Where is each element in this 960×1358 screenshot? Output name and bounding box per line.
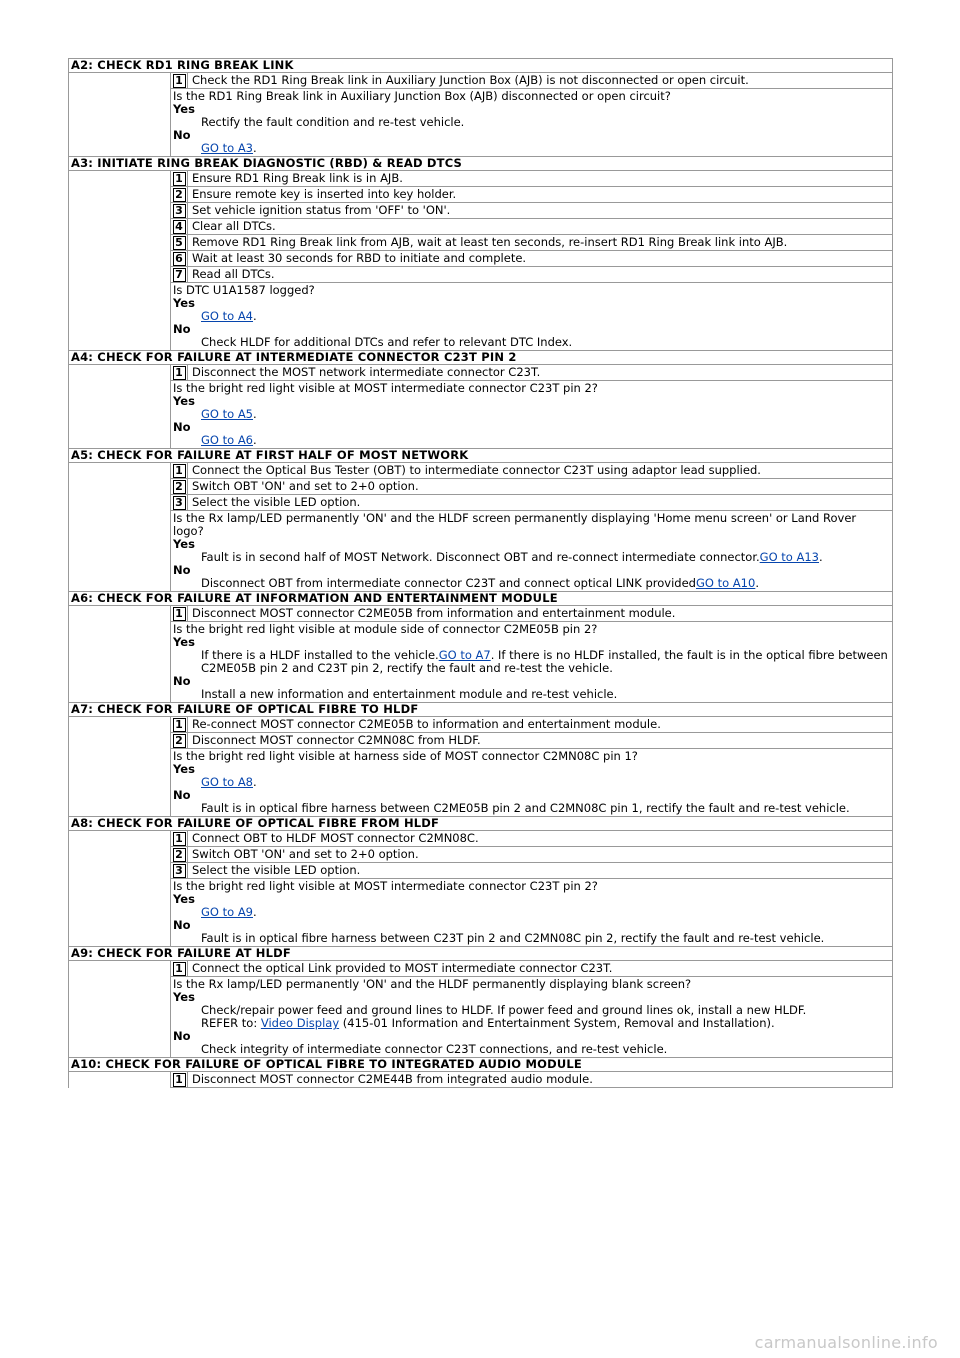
section-title: A10: CHECK FOR FAILURE OF OPTICAL FIBRE TO INTEGRATED AUDIO MODULE bbox=[69, 1058, 893, 1072]
no-answer bbox=[173, 688, 890, 701]
question-text: Is the bright red light visible at MOST intermediate connector C23T pin 2? bbox=[173, 879, 598, 893]
no-label: No bbox=[173, 674, 191, 688]
no-label: No bbox=[173, 788, 191, 802]
yes-label: Yes bbox=[173, 990, 195, 1004]
no-answer bbox=[173, 802, 890, 815]
step-number-cell bbox=[171, 717, 188, 733]
blank-cell bbox=[69, 495, 171, 511]
yes-answer bbox=[173, 906, 890, 919]
goto-link[interactable]: GO to A9 bbox=[201, 905, 254, 919]
step-text: Remove RD1 Ring Break link from AJB, wait at least ten seconds, re-insert RD1 Ring Break link into AJB. bbox=[188, 235, 893, 251]
blank-cell bbox=[69, 622, 171, 703]
answer-text: . bbox=[253, 309, 257, 323]
step-row bbox=[69, 831, 893, 847]
blank-cell bbox=[69, 365, 171, 381]
section-header-row bbox=[69, 157, 893, 171]
step-number-cell bbox=[171, 267, 188, 283]
step-text: Disconnect MOST connector C2MN08C from HLDF. bbox=[188, 733, 893, 749]
blank-cell bbox=[69, 235, 171, 251]
question-text: Is DTC U1A1587 logged? bbox=[173, 283, 315, 297]
footer-watermark: carmanualsonline.info bbox=[754, 1333, 938, 1352]
answer-text: Install a new information and entertainment module and re-test vehicle. bbox=[201, 687, 618, 701]
yes-label: Yes bbox=[173, 537, 195, 551]
no-label: No bbox=[173, 322, 191, 336]
question-text: Is the Rx lamp/LED permanently 'ON' and the HLDF permanently displaying blank screen? bbox=[173, 977, 692, 991]
step-number-cell bbox=[171, 733, 188, 749]
question-cell bbox=[171, 879, 893, 947]
step-row bbox=[69, 219, 893, 235]
section-header-row bbox=[69, 817, 893, 831]
question-text: Is the bright red light visible at harness side of MOST connector C2MN08C pin 1? bbox=[173, 749, 638, 763]
no-label: No bbox=[173, 420, 191, 434]
answer-text: . bbox=[253, 905, 257, 919]
goto-link[interactable]: GO to A10 bbox=[695, 576, 756, 590]
step-number-cell bbox=[171, 187, 188, 203]
step-number-cell bbox=[171, 831, 188, 847]
question-text: Is the bright red light visible at MOST intermediate connector C23T pin 2? bbox=[173, 381, 598, 395]
step-row bbox=[69, 1072, 893, 1088]
step-number-cell bbox=[171, 961, 188, 977]
answer-text: Rectify the fault condition and re-test vehicle. bbox=[201, 115, 465, 129]
section-title: A9: CHECK FOR FAILURE AT HLDF bbox=[69, 947, 893, 961]
blank-cell bbox=[69, 203, 171, 219]
step-text: Disconnect the MOST network intermediate connector C23T. bbox=[188, 365, 893, 381]
step-row bbox=[69, 863, 893, 879]
answer-text: If there is a HLDF installed to the vehicle. bbox=[201, 648, 439, 662]
answer-text: . bbox=[819, 550, 823, 564]
section-header-row bbox=[69, 1058, 893, 1072]
yes-label: Yes bbox=[173, 394, 195, 408]
step-number-badge: 6 bbox=[173, 252, 186, 266]
step-text: Connect the Optical Bus Tester (OBT) to intermediate connector C23T using adaptor lead supplied. bbox=[188, 463, 893, 479]
answer-text: Fault is in second half of MOST Network. Disconnect OBT and re-connect intermediate connector. bbox=[201, 550, 760, 564]
blank-cell bbox=[69, 606, 171, 622]
step-number-cell bbox=[171, 251, 188, 267]
step-number-badge: 7 bbox=[173, 268, 186, 282]
yes-label: Yes bbox=[173, 635, 195, 649]
goto-link[interactable]: GO to A8 bbox=[201, 775, 254, 789]
step-number-cell bbox=[171, 463, 188, 479]
question-cell bbox=[171, 381, 893, 449]
step-number-cell bbox=[171, 1072, 188, 1088]
step-number-badge: 2 bbox=[173, 734, 186, 748]
section-title: A8: CHECK FOR FAILURE OF OPTICAL FIBRE FROM HLDF bbox=[69, 817, 893, 831]
answer-text: . bbox=[253, 407, 257, 421]
step-row bbox=[69, 606, 893, 622]
step-row bbox=[69, 961, 893, 977]
blank-cell bbox=[69, 733, 171, 749]
section-header-row bbox=[69, 59, 893, 73]
question-cell bbox=[171, 283, 893, 351]
question-row bbox=[69, 749, 893, 817]
step-text: Ensure RD1 Ring Break link is in AJB. bbox=[188, 171, 893, 187]
blank-cell bbox=[69, 463, 171, 479]
step-number-cell bbox=[171, 606, 188, 622]
blank-cell bbox=[69, 283, 171, 351]
question-cell bbox=[171, 622, 893, 703]
step-number-badge: 1 bbox=[173, 74, 186, 88]
goto-link[interactable]: GO to A4 bbox=[201, 309, 254, 323]
step-number-cell bbox=[171, 847, 188, 863]
yes-label: Yes bbox=[173, 892, 195, 906]
blank-cell bbox=[69, 89, 171, 157]
blank-cell bbox=[69, 1072, 171, 1088]
procedure-document bbox=[68, 58, 893, 1088]
question-row bbox=[69, 381, 893, 449]
yes-label: Yes bbox=[173, 762, 195, 776]
answer-text: (415-01 Information and Entertainment System, Removal and Installation). bbox=[339, 1016, 775, 1030]
blank-cell bbox=[69, 479, 171, 495]
step-number-badge: 1 bbox=[173, 1073, 186, 1087]
step-row bbox=[69, 267, 893, 283]
step-text: Wait at least 30 seconds for RBD to initiate and complete. bbox=[188, 251, 893, 267]
yes-answer bbox=[173, 1004, 890, 1030]
no-answer bbox=[173, 577, 890, 590]
step-number-cell bbox=[171, 73, 188, 89]
blank-cell bbox=[69, 749, 171, 817]
step-number-badge: 1 bbox=[173, 607, 186, 621]
section-title: A4: CHECK FOR FAILURE AT INTERMEDIATE CONNECTOR C23T PIN 2 bbox=[69, 351, 893, 365]
blank-cell bbox=[69, 381, 171, 449]
question-text: Is the Rx lamp/LED permanently 'ON' and the HLDF screen permanently displaying 'Home menu screen' or Land Rover logo? bbox=[173, 511, 857, 538]
yes-answer bbox=[173, 776, 890, 789]
step-number-badge: 2 bbox=[173, 188, 186, 202]
step-text: Read all DTCs. bbox=[188, 267, 893, 283]
step-row bbox=[69, 495, 893, 511]
blank-cell bbox=[69, 961, 171, 977]
question-row bbox=[69, 89, 893, 157]
step-number-badge: 1 bbox=[173, 464, 186, 478]
step-number-cell bbox=[171, 365, 188, 381]
step-text: Clear all DTCs. bbox=[188, 219, 893, 235]
question-row bbox=[69, 622, 893, 703]
answer-text: Check HLDF for additional DTCs and refer to relevant DTC Index. bbox=[201, 335, 573, 349]
answer-text: Check/repair power feed and ground lines to HLDF. If power feed and ground lines ok, install a new HLDF. bbox=[201, 1003, 807, 1017]
answer-text: . bbox=[253, 775, 257, 789]
goto-link[interactable]: GO to A6 bbox=[201, 433, 254, 447]
goto-link[interactable]: Video Display bbox=[260, 1016, 340, 1030]
step-row bbox=[69, 717, 893, 733]
question-cell bbox=[171, 977, 893, 1058]
step-number-badge: 3 bbox=[173, 204, 186, 218]
no-answer bbox=[173, 932, 890, 945]
yes-answer bbox=[173, 649, 890, 675]
diagnostic-table bbox=[68, 58, 893, 1088]
blank-cell bbox=[69, 847, 171, 863]
yes-answer bbox=[173, 310, 890, 323]
yes-label: Yes bbox=[173, 102, 195, 116]
answer-text: Disconnect OBT from intermediate connector C23T and connect optical LINK provided bbox=[201, 576, 696, 590]
step-row bbox=[69, 479, 893, 495]
answer-text: REFER to: bbox=[201, 1016, 261, 1030]
step-number-badge: 1 bbox=[173, 718, 186, 732]
step-text: Select the visible LED option. bbox=[188, 495, 893, 511]
section-title: A6: CHECK FOR FAILURE AT INFORMATION AND ENTERTAINMENT MODULE bbox=[69, 592, 893, 606]
blank-cell bbox=[69, 879, 171, 947]
blank-cell bbox=[69, 863, 171, 879]
step-row bbox=[69, 187, 893, 203]
question-cell bbox=[171, 511, 893, 592]
question-row bbox=[69, 511, 893, 592]
step-number-cell bbox=[171, 863, 188, 879]
step-number-badge: 3 bbox=[173, 496, 186, 510]
step-number-cell bbox=[171, 203, 188, 219]
no-label: No bbox=[173, 128, 191, 142]
step-text: Connect the optical Link provided to MOST intermediate connector C23T. bbox=[188, 961, 893, 977]
step-text: Switch OBT 'ON' and set to 2+0 option. bbox=[188, 479, 893, 495]
step-row bbox=[69, 733, 893, 749]
step-text: Re-connect MOST connector C2ME05B to information and entertainment module. bbox=[188, 717, 893, 733]
no-label: No bbox=[173, 918, 191, 932]
section-title: A3: INITIATE RING BREAK DIAGNOSTIC (RBD) & READ DTCS bbox=[69, 157, 893, 171]
section-title: A2: CHECK RD1 RING BREAK LINK bbox=[69, 59, 893, 73]
blank-cell bbox=[69, 267, 171, 283]
step-number-cell bbox=[171, 479, 188, 495]
blank-cell bbox=[69, 831, 171, 847]
step-number-badge: 1 bbox=[173, 962, 186, 976]
yes-answer bbox=[173, 551, 890, 564]
answer-text: Fault is in optical fibre harness between C2ME05B pin 2 and C2MN08C pin 1, rectify the fault and re-test vehicle. bbox=[201, 801, 850, 815]
step-row bbox=[69, 463, 893, 479]
step-number-cell bbox=[171, 235, 188, 251]
no-answer bbox=[173, 336, 890, 349]
goto-link[interactable]: GO to A13 bbox=[759, 550, 819, 564]
answer-text: . bbox=[253, 141, 257, 155]
section-header-row bbox=[69, 703, 893, 717]
yes-answer bbox=[173, 408, 890, 421]
blank-cell bbox=[69, 73, 171, 89]
step-number-badge: 3 bbox=[173, 864, 186, 878]
no-answer bbox=[173, 142, 890, 155]
step-row bbox=[69, 365, 893, 381]
question-cell bbox=[171, 89, 893, 157]
no-label: No bbox=[173, 563, 191, 577]
blank-cell bbox=[69, 511, 171, 592]
question-row bbox=[69, 977, 893, 1058]
step-number-badge: 1 bbox=[173, 366, 186, 380]
goto-link[interactable]: GO to A5 bbox=[201, 407, 254, 421]
goto-link[interactable]: GO to A7 bbox=[438, 648, 491, 662]
step-number-badge: 1 bbox=[173, 172, 186, 186]
step-number-cell bbox=[171, 495, 188, 511]
section-header-row bbox=[69, 449, 893, 463]
step-text: Connect OBT to HLDF MOST connector C2MN08C. bbox=[188, 831, 893, 847]
answer-text: Fault is in optical fibre harness between C23T pin 2 and C2MN08C pin 2, rectify the fault and re-test vehicle. bbox=[201, 931, 825, 945]
no-answer bbox=[173, 1043, 890, 1056]
step-row bbox=[69, 847, 893, 863]
step-text: Set vehicle ignition status from 'OFF' to 'ON'. bbox=[188, 203, 893, 219]
no-label: No bbox=[173, 1029, 191, 1043]
blank-cell bbox=[69, 717, 171, 733]
blank-cell bbox=[69, 187, 171, 203]
step-number-badge: 2 bbox=[173, 480, 186, 494]
step-row bbox=[69, 73, 893, 89]
step-text: Select the visible LED option. bbox=[188, 863, 893, 879]
step-row bbox=[69, 171, 893, 187]
step-number-badge: 1 bbox=[173, 832, 186, 846]
answer-text: . bbox=[253, 433, 257, 447]
yes-answer bbox=[173, 116, 890, 129]
section-title: A5: CHECK FOR FAILURE AT FIRST HALF OF MOST NETWORK bbox=[69, 449, 893, 463]
question-cell bbox=[171, 749, 893, 817]
step-text: Ensure remote key is inserted into key holder. bbox=[188, 187, 893, 203]
question-row bbox=[69, 879, 893, 947]
question-row bbox=[69, 283, 893, 351]
step-text: Disconnect MOST connector C2ME44B from integrated audio module. bbox=[188, 1072, 893, 1088]
step-number-cell bbox=[171, 171, 188, 187]
goto-link[interactable]: GO to A3 bbox=[201, 141, 254, 155]
section-header-row bbox=[69, 592, 893, 606]
blank-cell bbox=[69, 171, 171, 187]
step-number-cell bbox=[171, 219, 188, 235]
step-text: Switch OBT 'ON' and set to 2+0 option. bbox=[188, 847, 893, 863]
step-row bbox=[69, 203, 893, 219]
no-answer bbox=[173, 434, 890, 447]
step-text: Check the RD1 Ring Break link in Auxiliary Junction Box (AJB) is not disconnected or open circuit. bbox=[188, 73, 893, 89]
answer-text: Check integrity of intermediate connector C23T connections, and re-test vehicle. bbox=[201, 1042, 668, 1056]
step-text: Disconnect MOST connector C2ME05B from information and entertainment module. bbox=[188, 606, 893, 622]
blank-cell bbox=[69, 251, 171, 267]
step-row bbox=[69, 251, 893, 267]
step-row bbox=[69, 235, 893, 251]
step-number-badge: 4 bbox=[173, 220, 186, 234]
section-header-row bbox=[69, 351, 893, 365]
yes-label: Yes bbox=[173, 296, 195, 310]
section-header-row bbox=[69, 947, 893, 961]
blank-cell bbox=[69, 219, 171, 235]
blank-cell bbox=[69, 977, 171, 1058]
question-text: Is the RD1 Ring Break link in Auxiliary Junction Box (AJB) disconnected or open circuit? bbox=[173, 89, 671, 103]
answer-text: . If there is no HLDF installed, the fault is in the optical fibre between C2ME05B pin 2 and C23T pin 2, rectify the fault and re-test the vehicle. bbox=[201, 648, 888, 675]
step-number-badge: 5 bbox=[173, 236, 186, 250]
question-text: Is the bright red light visible at module side of connector C2ME05B pin 2? bbox=[173, 622, 598, 636]
section-title: A7: CHECK FOR FAILURE OF OPTICAL FIBRE TO HLDF bbox=[69, 703, 893, 717]
answer-text: . bbox=[755, 576, 759, 590]
step-number-badge: 2 bbox=[173, 848, 186, 862]
